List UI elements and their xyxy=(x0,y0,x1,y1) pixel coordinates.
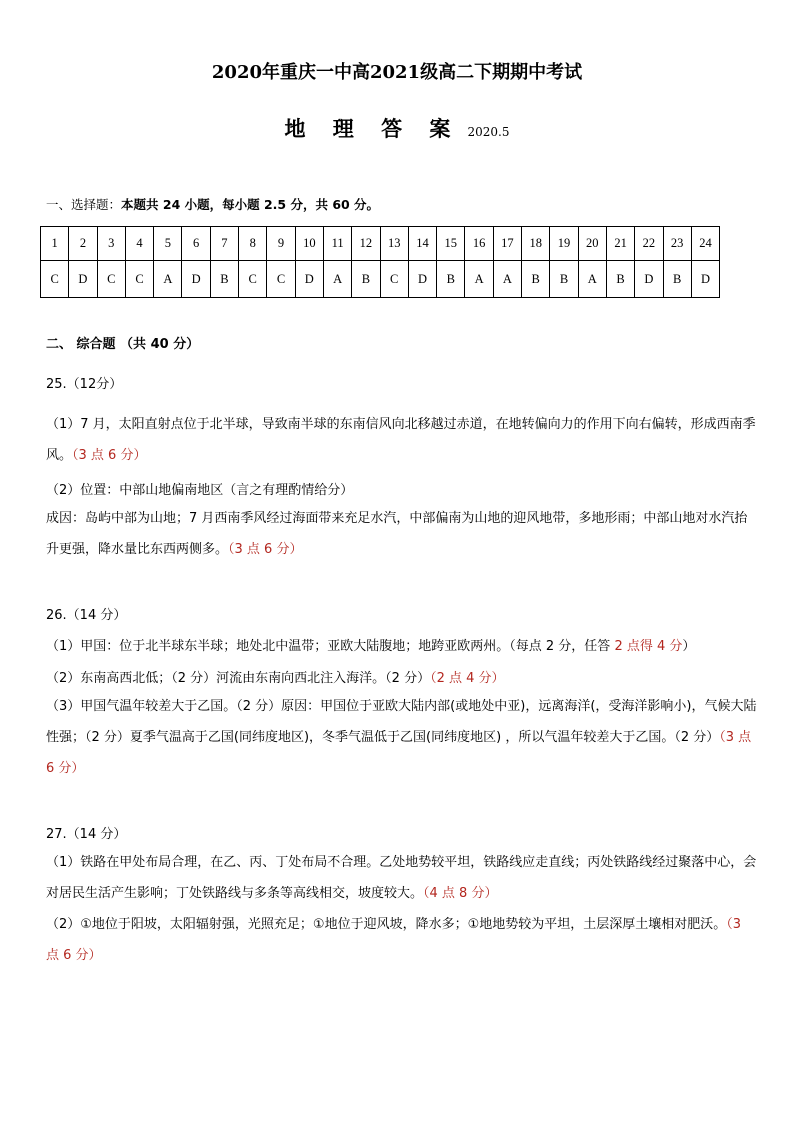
answer-cell: B xyxy=(522,261,550,298)
answer-cell: D xyxy=(635,261,663,298)
q27-part2-score: （3 点 6 分） xyxy=(46,917,742,963)
answer-cell: C xyxy=(41,261,69,298)
q25-part1 xyxy=(46,409,758,471)
question-number-row xyxy=(41,227,720,261)
question-number-cell: 5 xyxy=(154,227,182,261)
question-number-cell: 12 xyxy=(352,227,380,261)
question-number-cell: 10 xyxy=(295,227,323,261)
question-number-cell: 6 xyxy=(182,227,210,261)
q26-part2-score: （2 点 4 分） xyxy=(430,671,505,686)
answer-cell: C xyxy=(380,261,408,298)
answer-cell: C xyxy=(239,261,267,298)
q25-part2: （2）位置：中部山地偏南地区（言之有理酌情给分） xyxy=(46,483,354,498)
question-number-cell: 15 xyxy=(437,227,465,261)
q26-part1-text: （1）甲国：位于北半球东半球；地处北中温带；亚欧大陆腹地；地跨亚欧两州。（每点 2 分，任答 xyxy=(46,639,615,654)
exam-date: 2020.5 xyxy=(467,125,510,139)
answer-cell: C xyxy=(267,261,295,298)
q27-part2-text: （2）①地位于阳坡，太阳辐射强，光照充足；①地位于迎风坡，降水多；①地地势较为平坦，土层深厚土壤相对肥沃。 xyxy=(46,917,727,932)
answer-cell: B xyxy=(606,261,634,298)
question-number-cell: 11 xyxy=(323,227,351,261)
question-number-cell: 22 xyxy=(635,227,663,261)
q27-part1-score: （4 点 8 分） xyxy=(423,886,498,901)
answer-cell: B xyxy=(437,261,465,298)
q27-part2 xyxy=(46,909,758,971)
section1-head: 一、选择题： xyxy=(46,197,122,212)
answer-cell: A xyxy=(323,261,351,298)
exam-title: 2020年重庆一中高2021级高二下期期中考试 xyxy=(211,62,583,83)
answer-cell: A xyxy=(578,261,606,298)
answer-cell: A xyxy=(154,261,182,298)
question-number-cell: 19 xyxy=(550,227,578,261)
answer-cell: D xyxy=(69,261,97,298)
q26-part2 xyxy=(46,667,505,686)
answer-cell: C xyxy=(97,261,125,298)
q25-part1-text: （1）7 月，太阳直射点位于北半球，导致南半球的东南信风向北移越过赤道，在地转偏向力的作用下向右偏转，形成西南季风。 xyxy=(46,417,756,463)
subject-answer-heading: 地 理 答 案 xyxy=(284,116,461,141)
question-number-cell: 14 xyxy=(408,227,436,261)
answer-cell: B xyxy=(550,261,578,298)
q27-part1 xyxy=(46,847,758,909)
answer-cell: B xyxy=(352,261,380,298)
question-number-cell: 21 xyxy=(606,227,634,261)
question-number-cell: 23 xyxy=(663,227,691,261)
q26-part3-text: （3）甲国气温年较差大于乙国。（2 分）原因：甲国位于亚欧大陆内部(或地处中亚)，远离海洋(，受海洋影响小)，气候大陆性强；（2 分）夏季气温高于乙国(同纬度地区)，冬季气温低于乙国(同纬度地区) ，所以气温年较差大于乙国。（2 分） xyxy=(46,699,757,745)
q25-part2-reason xyxy=(46,503,758,565)
question-number-cell: 8 xyxy=(239,227,267,261)
answer-cell: B xyxy=(210,261,238,298)
q26-part2-text: （2）东南高西北低；（2 分）河流由东南向西北注入海洋。（2 分） xyxy=(46,671,431,686)
q26-part1-score: 2 点得 4 分 xyxy=(614,639,683,654)
q25-part2-reason-score: （3 点 6 分） xyxy=(228,542,303,557)
question-number-cell: 18 xyxy=(522,227,550,261)
q25-label: 25.（12分） xyxy=(46,377,123,392)
question-number-cell: 9 xyxy=(267,227,295,261)
question-number-cell: 20 xyxy=(578,227,606,261)
q26-part3-score: （3 点 6 分） xyxy=(46,730,752,776)
question-number-cell: 1 xyxy=(41,227,69,261)
q26-part3 xyxy=(46,691,758,784)
question-number-cell: 3 xyxy=(97,227,125,261)
q26-part1-end: ） xyxy=(682,639,696,654)
answer-cell: D xyxy=(182,261,210,298)
question-number-cell: 24 xyxy=(691,227,719,261)
answer-cell: C xyxy=(125,261,153,298)
answer-cell: A xyxy=(493,261,521,298)
q27-label: 27.（14 分） xyxy=(46,827,127,842)
answer-cell: D xyxy=(691,261,719,298)
answer-cell: D xyxy=(295,261,323,298)
answer-row xyxy=(41,261,720,298)
question-number-cell: 2 xyxy=(69,227,97,261)
answer-cell: B xyxy=(663,261,691,298)
q25-part2-reason-text: 成因：岛屿中部为山地；7 月西南季风经过海面带来充足水汽，中部偏南为山地的迎风地带，多地形雨；中部山地对水汽抬升更强，降水量比东西两侧多。 xyxy=(46,511,748,557)
section2-heading: 二、 综合题 （共 40 分） xyxy=(46,337,200,352)
subtitle xyxy=(0,113,794,143)
question-number-cell: 16 xyxy=(465,227,493,261)
question-number-cell: 13 xyxy=(380,227,408,261)
question-number-cell: 7 xyxy=(210,227,238,261)
section1-heading xyxy=(46,195,379,213)
question-number-cell: 4 xyxy=(125,227,153,261)
answer-cell: D xyxy=(408,261,436,298)
question-number-cell: 17 xyxy=(493,227,521,261)
answer-table xyxy=(40,226,720,298)
section1-description: 本题共 24 小题，每小题 2.5 分，共 60 分。 xyxy=(121,197,380,212)
q26-label: 26.（14 分） xyxy=(46,608,127,623)
answer-cell: A xyxy=(465,261,493,298)
q26-part1 xyxy=(46,635,695,654)
q27-part1-text: （1）铁路在甲处布局合理，在乙、丙、丁处布局不合理。乙处地势较平坦，铁路线应走直线；丙处铁路线经过聚落中心，会对居民生活产生影响；丁处铁路线与多条等高线相交，坡度较大。 xyxy=(46,855,757,901)
q25-part1-score: （3 点 6 分） xyxy=(72,448,147,463)
